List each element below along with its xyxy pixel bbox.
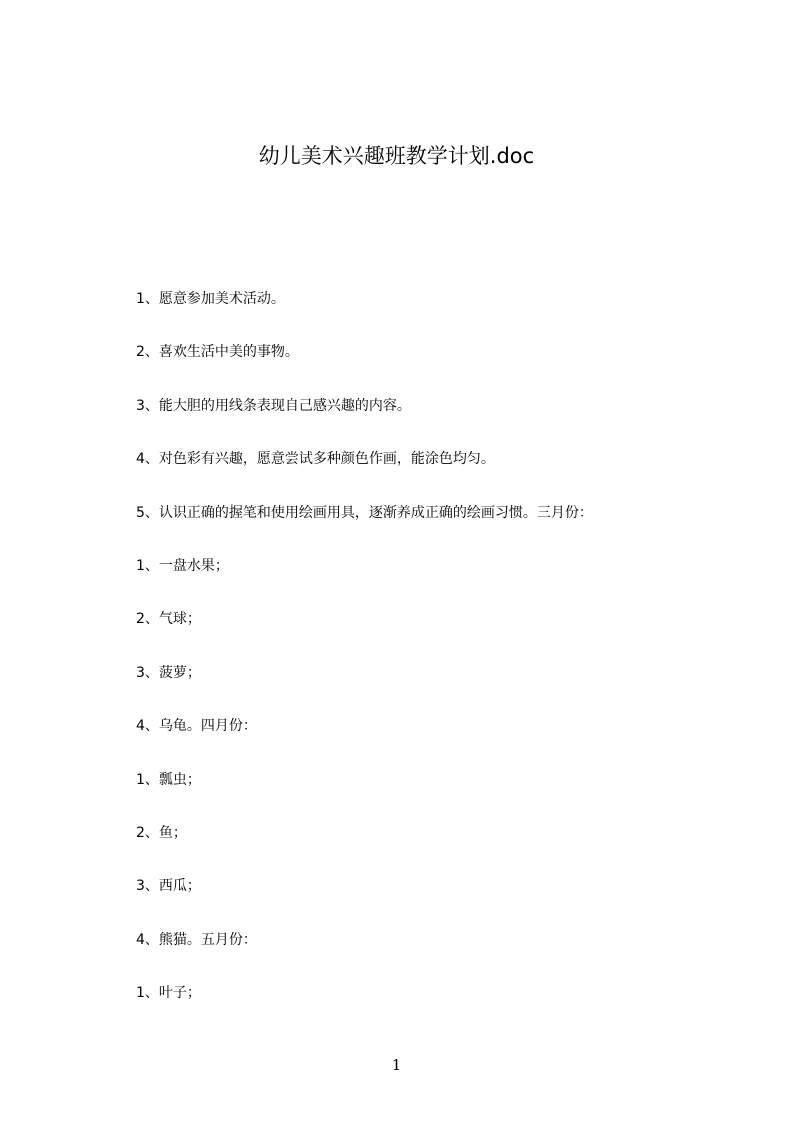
list-item: 5、认识正确的握笔和使用绘画用具，逐渐养成正确的绘画习惯。三月份： (136, 504, 593, 521)
page-number: 1 (391, 1056, 402, 1074)
list-item: 3、菠萝； (136, 664, 201, 681)
list-item: 4、对色彩有兴趣，愿意尝试多种颜色作画，能涂色均匀。 (136, 451, 495, 468)
list-item: 4、乌龟。四月份： (136, 718, 257, 735)
list-item: 1、叶子； (136, 985, 201, 1002)
list-item: 2、鱼； (136, 824, 187, 841)
list-item: 1、一盘水果； (136, 557, 229, 574)
list-item: 2、气球； (136, 611, 201, 628)
document-title: 幼儿美术兴趣班教学计划.doc (258, 144, 535, 168)
document-body (136, 289, 696, 1036)
list-item: 3、能大胆的用线条表现自己感兴趣的内容。 (136, 397, 411, 414)
list-item: 1、愿意参加美术活动。 (136, 291, 285, 307)
list-item: 1、瓢虫； (136, 771, 201, 788)
list-item: 3、西瓜； (136, 878, 201, 895)
list-item: 4、熊猫。五月份： (136, 931, 257, 948)
list-item: 2、喜欢生活中美的事物。 (136, 344, 299, 361)
